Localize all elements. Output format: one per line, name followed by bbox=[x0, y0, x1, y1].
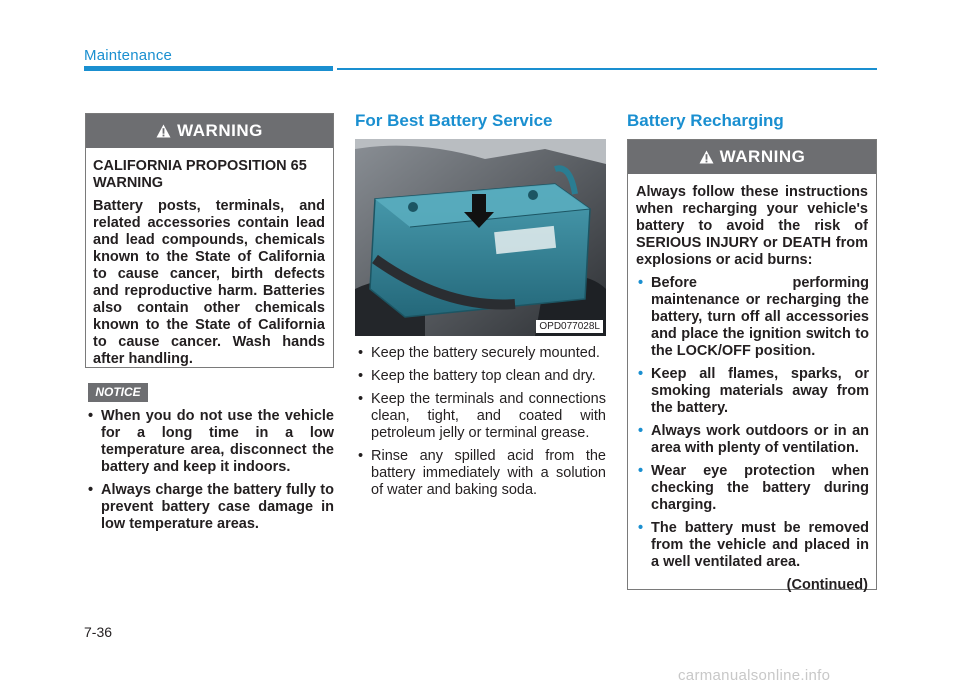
bullet-icon: • bbox=[638, 520, 644, 536]
notice-badge: NOTICE bbox=[88, 383, 148, 402]
continued-label: (Continued) bbox=[786, 577, 868, 593]
recharging-list bbox=[636, 275, 869, 571]
warning-body bbox=[86, 148, 333, 382]
warning-intro: Always follow these instructions when recharging your vehicle's battery to avoid the risk of SERIOUS INJURY or DEATH from explosions or acid burns: bbox=[636, 184, 868, 268]
warning-triangle-icon bbox=[699, 150, 714, 164]
warning-body bbox=[628, 174, 876, 602]
bullet-icon: • bbox=[358, 391, 364, 407]
bullet-icon: • bbox=[638, 463, 644, 479]
battery-photo bbox=[355, 139, 606, 336]
header-rule-thick bbox=[84, 66, 333, 71]
warning-label: WARNING bbox=[719, 147, 806, 166]
notice-list bbox=[86, 408, 334, 539]
warning-text: Battery posts, terminals, and related accessories contain lead and lead compounds, chemicals known to the State of California to cause cancer, birth defects and reproductive harm. Batteries also contain other chemicals known to the State of California to cause cancer. Wash hands after handling. bbox=[93, 198, 325, 367]
warning-label: WARNING bbox=[177, 121, 263, 140]
bullet-icon: • bbox=[88, 408, 94, 424]
warning-title: CALIFORNIA PROPOSITION 65 WARNING bbox=[93, 158, 307, 191]
list-item: • Always work outdoors or in an area with plenty of ventilation. bbox=[638, 423, 869, 456]
list-item: • Rinse any spilled acid from the battery immediately with a solution of water and baking soda. bbox=[358, 448, 606, 498]
best-service-heading: For Best Battery Service bbox=[355, 111, 553, 130]
list-item: • When you do not use the vehicle for a long time in a low temperature area, disconnect the battery and keep it indoors. bbox=[88, 408, 334, 475]
bullet-icon: • bbox=[358, 448, 364, 464]
header-rule-thin bbox=[337, 68, 877, 70]
battery-illustration bbox=[355, 139, 606, 336]
list-item: • Keep the battery securely mounted. bbox=[358, 345, 600, 361]
recharging-heading: Battery Recharging bbox=[627, 111, 784, 130]
battery-service-list bbox=[356, 345, 606, 505]
watermark: carmanualsonline.info bbox=[678, 667, 831, 684]
warning-header bbox=[628, 140, 876, 174]
list-item: • Keep the terminals and connections clean, tight, and coated with petroleum jelly or terminal grease. bbox=[358, 391, 606, 441]
list-item: • Keep the battery top clean and dry. bbox=[358, 368, 596, 384]
list-item: • The battery must be removed from the vehicle and placed in a well ventilated area. bbox=[638, 520, 869, 570]
recharging-warning-box bbox=[627, 139, 877, 593]
section-title: Maintenance bbox=[84, 47, 173, 64]
bullet-icon: • bbox=[638, 423, 644, 439]
bullet-icon: • bbox=[88, 482, 94, 498]
bullet-icon: • bbox=[358, 368, 364, 384]
warning-triangle-icon bbox=[156, 124, 171, 138]
bullet-icon: • bbox=[638, 366, 644, 382]
warning-header bbox=[86, 114, 333, 148]
list-item: • Before performing maintenance or recharging the battery, turn off all accessories and place the ignition switch to the LOCK/OFF position. bbox=[638, 275, 869, 359]
bullet-icon: • bbox=[638, 275, 644, 291]
list-item: • Wear eye protection when checking the battery during charging. bbox=[638, 463, 869, 513]
list-item: • Always charge the battery fully to prevent battery case damage in low temperature areas. bbox=[88, 482, 334, 532]
bullet-icon: • bbox=[358, 345, 364, 361]
california-warning-box bbox=[85, 113, 334, 368]
list-item: • Keep all flames, sparks, or smoking materials away from the battery. bbox=[638, 366, 869, 416]
page-number: 7-36 bbox=[84, 624, 113, 640]
photo-code: OPD077028L bbox=[536, 320, 603, 333]
